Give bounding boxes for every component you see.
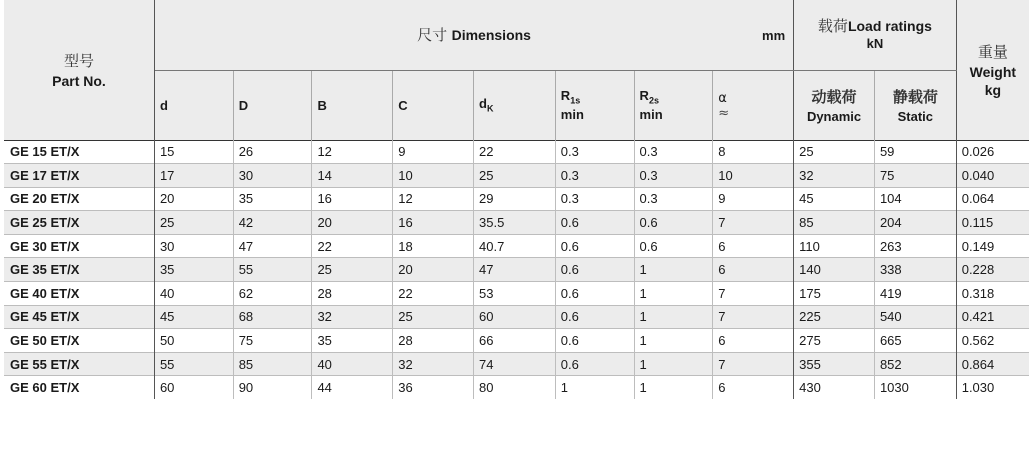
cell-d: 45	[154, 305, 233, 329]
cell-weight: 0.864	[956, 352, 1029, 376]
cell-r1s: 0.6	[555, 282, 634, 306]
cell-part-no: GE 25 ET/X	[4, 211, 154, 235]
dimensions-unit: mm	[762, 28, 786, 43]
cell-weight: 0.421	[956, 305, 1029, 329]
dimensions-header-en: Dimensions	[451, 27, 531, 44]
cell-alpha: 10	[713, 164, 794, 188]
cell-part-no: GE 35 ET/X	[4, 258, 154, 282]
cell-r1s: 1	[555, 376, 634, 399]
cell-r1s: 0.6	[555, 258, 634, 282]
table-row	[4, 329, 1029, 353]
cell-C: 12	[393, 187, 474, 211]
cell-weight: 0.318	[956, 282, 1029, 306]
cell-d: 40	[154, 282, 233, 306]
cell-d: 55	[154, 352, 233, 376]
cell-weight: 0.562	[956, 329, 1029, 353]
cell-d: 17	[154, 164, 233, 188]
cell-dk: 22	[474, 140, 556, 164]
col-header-alpha: α ≈	[713, 70, 794, 140]
cell-d: 50	[154, 329, 233, 353]
load-ratings-unit: kN	[866, 35, 884, 51]
cell-part-no: GE 17 ET/X	[4, 164, 154, 188]
cell-D: 30	[233, 164, 312, 188]
cell-static: 852	[874, 352, 956, 376]
cell-C: 25	[393, 305, 474, 329]
table-row	[4, 187, 1029, 211]
table-row	[4, 282, 1029, 306]
part-no-header-en: Part No.	[52, 73, 106, 90]
cell-B: 20	[312, 211, 393, 235]
cell-static: 204	[874, 211, 956, 235]
table-body	[4, 140, 1029, 399]
cell-dk: 66	[474, 329, 556, 353]
cell-D: 35	[233, 187, 312, 211]
cell-r2s: 0.3	[634, 187, 713, 211]
dimensions-header	[154, 0, 793, 70]
cell-weight: 0.040	[956, 164, 1029, 188]
cell-C: 32	[393, 352, 474, 376]
cell-r2s: 1	[634, 305, 713, 329]
cell-B: 14	[312, 164, 393, 188]
weight-unit: kg	[984, 82, 1002, 99]
cell-D: 85	[233, 352, 312, 376]
cell-B: 28	[312, 282, 393, 306]
table-row	[4, 211, 1029, 235]
cell-r1s: 0.6	[555, 234, 634, 258]
cell-r2s: 1	[634, 376, 713, 399]
cell-dk: 80	[474, 376, 556, 399]
cell-d: 15	[154, 140, 233, 164]
cell-static: 665	[874, 329, 956, 353]
weight-header-en: Weight	[969, 64, 1017, 81]
cell-dk: 25	[474, 164, 556, 188]
cell-part-no: GE 60 ET/X	[4, 376, 154, 399]
cell-weight: 0.149	[956, 234, 1029, 258]
cell-r1s: 0.6	[555, 211, 634, 235]
part-no-header-zh: 型号	[63, 52, 94, 71]
cell-D: 62	[233, 282, 312, 306]
cell-r1s: 0.3	[555, 140, 634, 164]
cell-C: 9	[393, 140, 474, 164]
cell-alpha: 7	[713, 282, 794, 306]
col-header-C: C	[393, 70, 474, 140]
cell-r2s: 1	[634, 329, 713, 353]
table-row	[4, 234, 1029, 258]
cell-dynamic: 45	[794, 187, 875, 211]
cell-dynamic: 430	[794, 376, 875, 399]
dimensions-header-zh: 尺寸	[417, 26, 448, 45]
cell-static: 104	[874, 187, 956, 211]
cell-C: 16	[393, 211, 474, 235]
cell-r1s: 0.3	[555, 187, 634, 211]
cell-r2s: 1	[634, 282, 713, 306]
cell-r1s: 0.6	[555, 352, 634, 376]
col-header-r2s: $R_{2s}$ min	[634, 70, 713, 140]
col-header-static: 静载荷 Static	[874, 70, 956, 140]
load-ratings-header	[794, 0, 957, 70]
table-header	[4, 0, 1029, 140]
cell-B: 22	[312, 234, 393, 258]
cell-D: 90	[233, 376, 312, 399]
cell-dynamic: 25	[794, 140, 875, 164]
cell-dk: 29	[474, 187, 556, 211]
cell-B: 25	[312, 258, 393, 282]
cell-dynamic: 275	[794, 329, 875, 353]
cell-r2s: 1	[634, 352, 713, 376]
cell-dynamic: 85	[794, 211, 875, 235]
col-header-d: d	[154, 70, 233, 140]
cell-dk: 53	[474, 282, 556, 306]
cell-dynamic: 140	[794, 258, 875, 282]
cell-part-no: GE 45 ET/X	[4, 305, 154, 329]
col-header-dk: $d_K$	[474, 70, 556, 140]
cell-weight: 0.228	[956, 258, 1029, 282]
cell-part-no: GE 50 ET/X	[4, 329, 154, 353]
cell-dk: 40.7	[474, 234, 556, 258]
cell-alpha: 7	[713, 305, 794, 329]
cell-B: 32	[312, 305, 393, 329]
cell-part-no: GE 30 ET/X	[4, 234, 154, 258]
cell-r2s: 1	[634, 258, 713, 282]
table-row	[4, 305, 1029, 329]
cell-weight: 1.030	[956, 376, 1029, 399]
cell-C: 20	[393, 258, 474, 282]
spec-table	[4, 0, 1029, 399]
cell-D: 26	[233, 140, 312, 164]
col-header-r1s: $R_{1s}$ min	[555, 70, 634, 140]
cell-part-no: GE 40 ET/X	[4, 282, 154, 306]
cell-D: 47	[233, 234, 312, 258]
weight-header-zh: 重量	[977, 43, 1008, 62]
cell-dynamic: 355	[794, 352, 875, 376]
cell-dk: 47	[474, 258, 556, 282]
cell-d: 60	[154, 376, 233, 399]
cell-alpha: 6	[713, 329, 794, 353]
cell-alpha: 8	[713, 140, 794, 164]
cell-static: 1030	[874, 376, 956, 399]
cell-alpha: 6	[713, 258, 794, 282]
cell-weight: 0.064	[956, 187, 1029, 211]
col-header-dynamic: 动载荷 Dynamic	[794, 70, 875, 140]
cell-alpha: 7	[713, 352, 794, 376]
cell-dynamic: 175	[794, 282, 875, 306]
cell-static: 419	[874, 282, 956, 306]
cell-C: 22	[393, 282, 474, 306]
cell-dynamic: 225	[794, 305, 875, 329]
cell-B: 12	[312, 140, 393, 164]
cell-weight: 0.026	[956, 140, 1029, 164]
cell-d: 25	[154, 211, 233, 235]
table-row	[4, 258, 1029, 282]
cell-part-no: GE 55 ET/X	[4, 352, 154, 376]
load-ratings-header-zh: 载荷	[817, 16, 848, 35]
part-no-header	[4, 0, 154, 140]
cell-C: 28	[393, 329, 474, 353]
cell-dk: 74	[474, 352, 556, 376]
cell-C: 18	[393, 234, 474, 258]
table-row	[4, 376, 1029, 399]
cell-r1s: 0.3	[555, 164, 634, 188]
cell-alpha: 9	[713, 187, 794, 211]
cell-r2s: 0.6	[634, 211, 713, 235]
cell-weight: 0.115	[956, 211, 1029, 235]
table-row	[4, 352, 1029, 376]
cell-D: 55	[233, 258, 312, 282]
cell-alpha: 6	[713, 376, 794, 399]
cell-dynamic: 32	[794, 164, 875, 188]
cell-r1s: 0.6	[555, 305, 634, 329]
cell-r1s: 0.6	[555, 329, 634, 353]
cell-C: 10	[393, 164, 474, 188]
cell-alpha: 6	[713, 234, 794, 258]
cell-D: 75	[233, 329, 312, 353]
cell-D: 42	[233, 211, 312, 235]
table-row	[4, 164, 1029, 188]
cell-static: 59	[874, 140, 956, 164]
load-ratings-header-en: Load ratings	[847, 17, 932, 34]
cell-static: 338	[874, 258, 956, 282]
weight-header	[956, 0, 1029, 140]
col-header-B: B	[312, 70, 393, 140]
cell-alpha: 7	[713, 211, 794, 235]
cell-d: 20	[154, 187, 233, 211]
cell-r2s: 0.3	[634, 164, 713, 188]
cell-B: 40	[312, 352, 393, 376]
cell-static: 263	[874, 234, 956, 258]
cell-r2s: 0.6	[634, 234, 713, 258]
cell-part-no: GE 15 ET/X	[4, 140, 154, 164]
cell-C: 36	[393, 376, 474, 399]
cell-dk: 35.5	[474, 211, 556, 235]
cell-static: 540	[874, 305, 956, 329]
cell-B: 44	[312, 376, 393, 399]
cell-r2s: 0.3	[634, 140, 713, 164]
col-header-D: D	[233, 70, 312, 140]
cell-d: 30	[154, 234, 233, 258]
cell-d: 35	[154, 258, 233, 282]
cell-D: 68	[233, 305, 312, 329]
cell-B: 16	[312, 187, 393, 211]
table-row	[4, 140, 1029, 164]
cell-B: 35	[312, 329, 393, 353]
cell-static: 75	[874, 164, 956, 188]
cell-dynamic: 110	[794, 234, 875, 258]
cell-part-no: GE 20 ET/X	[4, 187, 154, 211]
cell-dk: 60	[474, 305, 556, 329]
